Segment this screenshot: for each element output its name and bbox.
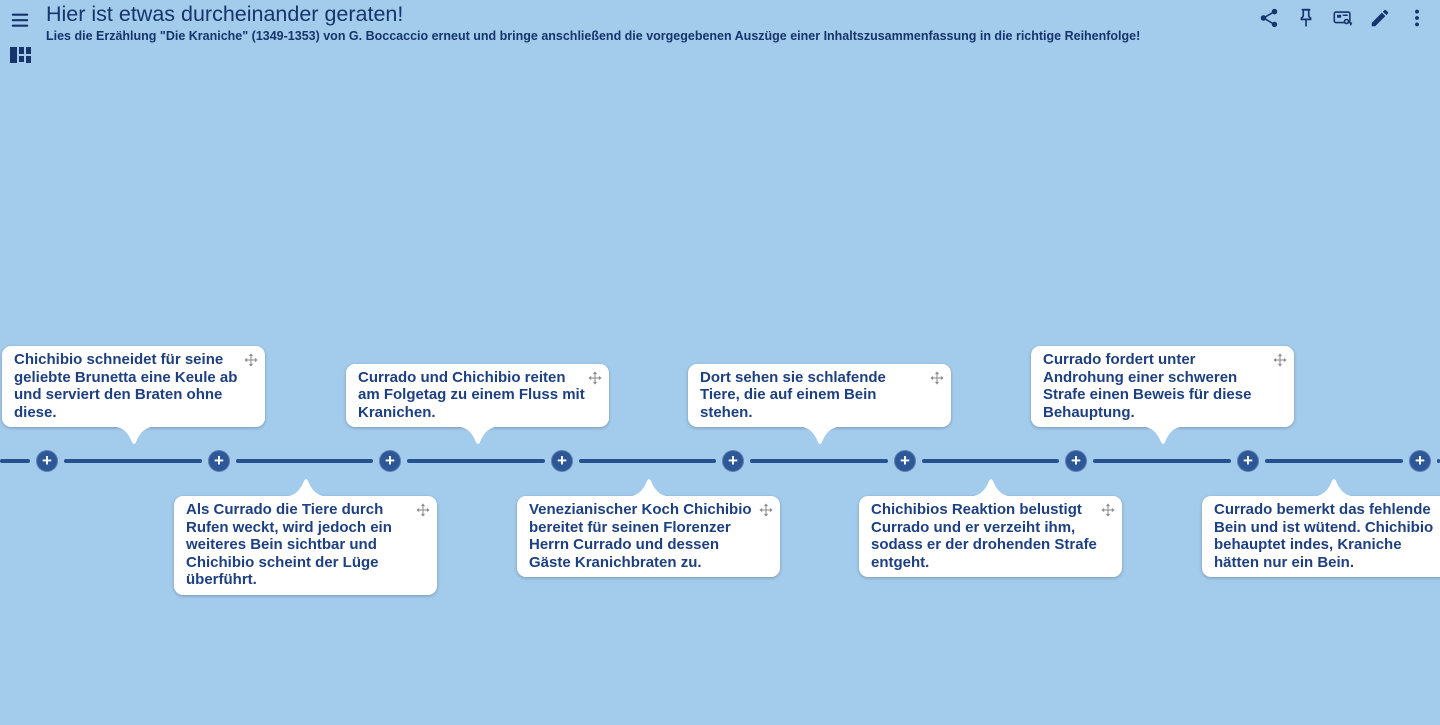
- card-text: Chichibio schneidet für seine geliebte Brunetta eine Keule ab und serviert den Braten ohne diese.: [14, 351, 238, 421]
- card-text: Chichibios Reaktion belustigt Currado und er verzeiht ihm, sodass er der drohenden Strafe entgeht.: [871, 501, 1097, 571]
- sequence-card[interactable]: [1202, 496, 1440, 577]
- card-text: Dort sehen sie schlafende Tiere, die auf einem Bein stehen.: [700, 368, 886, 421]
- insert-slot-button[interactable]: [551, 450, 573, 472]
- insert-slot-button[interactable]: [379, 450, 401, 472]
- bubble-tail: [1140, 426, 1186, 446]
- plus-icon: +: [1071, 450, 1081, 470]
- insert-slot-button[interactable]: [722, 450, 744, 472]
- insert-slot-button[interactable]: [36, 450, 58, 472]
- card-key-icon[interactable]: [1332, 7, 1354, 29]
- header-toolbar: [1258, 7, 1428, 29]
- plus-icon: +: [900, 450, 910, 470]
- plus-icon: +: [42, 450, 52, 470]
- timeline-segment: [0, 459, 30, 463]
- timeline-segment: [1093, 459, 1231, 463]
- bubble-tail: [626, 477, 672, 497]
- move-handle-icon[interactable]: [588, 371, 602, 385]
- timeline-segment: [407, 459, 545, 463]
- apps-grid-icon[interactable]: [10, 47, 31, 63]
- bubble-tail: [283, 477, 329, 497]
- timeline-segment: [236, 459, 373, 463]
- sequence-card[interactable]: [688, 364, 951, 428]
- move-handle-icon[interactable]: [1101, 503, 1115, 517]
- share-icon[interactable]: [1258, 7, 1280, 29]
- timeline-segment: [579, 459, 716, 463]
- plus-icon: +: [385, 450, 395, 470]
- plus-icon: +: [728, 450, 738, 470]
- sequence-card[interactable]: [2, 346, 265, 427]
- plus-icon: +: [214, 450, 224, 470]
- timeline-segment: [922, 459, 1059, 463]
- move-handle-icon[interactable]: [759, 503, 773, 517]
- card-text: Currado fordert unter Androhung einer schweren Strafe einen Beweis für diese Behauptung.: [1043, 351, 1252, 421]
- page-title: Hier ist etwas durcheinander geraten!: [46, 2, 404, 26]
- pin-icon[interactable]: [1295, 7, 1317, 29]
- move-handle-icon[interactable]: [1273, 353, 1287, 367]
- insert-slot-button[interactable]: [1237, 450, 1259, 472]
- insert-slot-button[interactable]: [208, 450, 230, 472]
- page-subtitle: Lies die Erzählung "Die Kraniche" (1349-1353) von G. Boccaccio erneut und bringe anschließend die vorgegebenen Auszüge einer Inhaltszusammenfassung in die richtige Reihenfolge!: [46, 29, 1141, 43]
- move-handle-icon[interactable]: [416, 503, 430, 517]
- plus-icon: +: [557, 450, 567, 470]
- insert-slot-button[interactable]: [894, 450, 916, 472]
- card-text: Venezianischer Koch Chichibio bereitet für seinen Florenzer Herrn Currado und dessen Gäste Kranichbraten zu.: [529, 501, 752, 571]
- timeline-segment: [750, 459, 888, 463]
- sequence-card[interactable]: [174, 496, 437, 595]
- move-handle-icon[interactable]: [930, 371, 944, 385]
- bubble-tail: [968, 477, 1014, 497]
- insert-slot-button[interactable]: [1409, 450, 1431, 472]
- bubble-tail: [797, 426, 843, 446]
- card-text: Currado und Chichibio reiten am Folgetag zu einem Fluss mit Kranichen.: [358, 368, 585, 421]
- kebab-menu-icon[interactable]: [1406, 7, 1428, 29]
- card-text: Als Currado die Tiere durch Rufen weckt, wird jedoch ein weiteres Bein sichtbar und Chichibio scheint der Lüge überführt.: [186, 501, 392, 588]
- timeline-segment: [1265, 459, 1403, 463]
- plus-icon: +: [1415, 450, 1425, 470]
- sequence-card[interactable]: [517, 496, 780, 577]
- bubble-tail: [111, 426, 157, 446]
- bubble-tail: [455, 426, 501, 446]
- timeline-segment: [64, 459, 202, 463]
- menu-icon[interactable]: [9, 9, 31, 29]
- sequence-card[interactable]: [1031, 346, 1294, 427]
- insert-slot-button[interactable]: [1065, 450, 1087, 472]
- move-handle-icon[interactable]: [244, 353, 258, 367]
- sequence-card[interactable]: [859, 496, 1122, 577]
- bubble-tail: [1311, 477, 1357, 497]
- plus-icon: +: [1243, 450, 1253, 470]
- card-text: Currado bemerkt das fehlende Bein und ist wütend. Chichibio behauptet indes, Kraniche hätten nur ein Bein.: [1214, 501, 1434, 571]
- edit-pencil-icon[interactable]: [1369, 7, 1391, 29]
- sequence-card[interactable]: [346, 364, 609, 428]
